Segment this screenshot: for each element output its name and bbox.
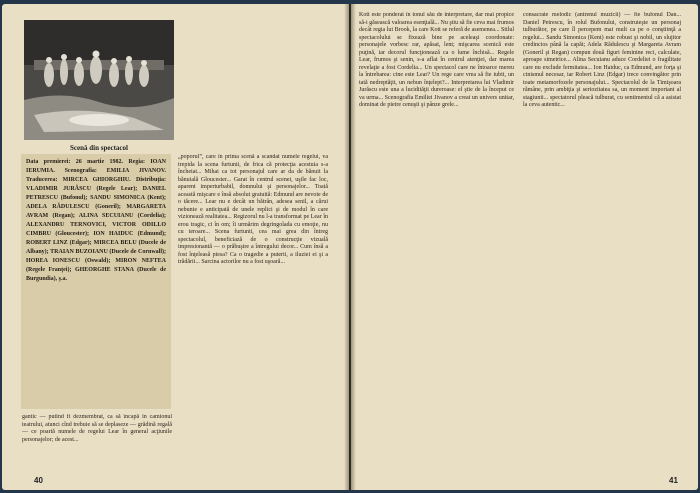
book-gutter: [344, 4, 356, 490]
page-number-right: 41: [669, 476, 678, 485]
right-page-left-text: Kott este ponderat în tonul său de interpretare, dar mai propice să-i găsească valoarea esenţială... Nu ştiu să fie ceva mai frumos decât regia lui Brook, la care Kott se referă de asemenea... Stilul spectacolului se fixează bine pe aceleaşi coordonate: personajele vorbesc rar, apăsat, lent; mişcarea scenică este puţină, iar decorul funcţionează ca o lume închisă... Regele Lear, frumos şi senin, s-a aflat în centrul atenţiei, dar marea revelaţie a fost Cordelia... Un spectacol care ne întoarce mereu la întrebarea: cine este Lear? Un rege care vrea să fie iubit, un tată nedreptăţit, un nebun înţelept?... Interpretarea lui Vladimir Jurăscu este una a lucidităţii dureroase: el ştie de la început ce va urma... Scenografia Emiliei Jivanov a creat un univers unitar, dominat de pietre cenuşii şi pânze grele...: [359, 12, 514, 108]
right-page-right-column: [523, 12, 681, 472]
stage-photo: [24, 20, 174, 140]
production-credits: Data premierei: 26 martie 1982. Regia: IOAN IERUMIA. Scenografia: EMILIA JIVANOV. Traducerea: MIRCEA GHIORGHIU. Distribuţia: VLADIMIR JURĂSCU (Regele Lear); DANIEL PETRESCU (Bufonul); SANDU SIMONICA (Kent); ADELA RĂDULESCU (Goneril); MARGARETA AVRAM (Regan); ALINA SECUIANU (Cordelia); ALEXANDRU TERNOVICI, VICTOR ODILLO CIMBRU (Gloucester); ION HAIDUC (Edmund); ROBERT LINZ (Edgar); MIRCEA BELU (Ducele de Albany); TRAIAN BUZOIANU (Ducele de Cornwall); HOREA IONESCU (Oswald); MIRON NEFTEA (Regele Franţei); GHEORGHE STANA (Ducele de Burgundia), ş.a.: [21, 154, 171, 409]
right-page: [351, 4, 698, 490]
left-column-lower: [22, 414, 172, 466]
photo-caption: Scenă din spectacol: [70, 144, 128, 152]
page-number-left: 40: [34, 476, 43, 485]
left-page-main-text: „poporul”, care în prima scenă a scandat numele regelui, va trepida la scena furtunii, de frica că protecţia acestuia s-a încheiat... Mihai ca tot personajul care ar da de bănuit la bănuială Gloucester... Garat în centrul scenei, uşile fac loc, aparent imperturbabil, domnului şi personajelor... Toată această mişcare e însă absolut gratuită: Edmund are nevoie de o tăcere... Lear nu e decât un bătrân, adesea senil, a cărui nebunie e anticipată de unele replici şi de modul în care vizionează realitatea... Regizorul nu l-a transformat pe Lear în erou tragic, ci în om; îi urmărim degringolada cu emoţie, nu cu teroare... Scena furtunii, cea mai grea din întreg spectacolul, beneficiază de o construcţie vizuală impresionantă — o prăbuşire a întregului decor... Cum însă a fost înţeleasă piesa? Ca o tragedie a puterii, a iluziei ei şi a trădării... Sarcina actorilor nu a fost uşoară...: [178, 154, 328, 265]
stage-photo-illustration: [24, 20, 174, 140]
right-page-left-column: [359, 12, 514, 472]
right-page-right-text: consacrate melodic (antrenul muzicii) — fie bufonul Dan... Daniel Petrescu, în rolul Bufonului, construieşte un personaj tulburător, pe care îl percepem mai mult ca pe o conştiinţă a regelui... Sandu Simonica (Kent) este robust şi nobil, un slujitor credincios până la capăt; Adela Rădulescu şi Margareta Avram (Goneril şi Regan) compun două figuri feminine reci, calculate, aproape simetrice... Alina Secuianu aduce Cordeliei o fragilitate care nu exclude fermitatea... Ion Haiduc, ca Edmund, are forţa şi cinismul necesar, iar Robert Linz (Edgar) trece convingător prin toate metamorfozele personajului... Spectacolul de la Timişoara rămâne, prin ambiţia şi seriozitatea sa, un moment important al stagiunii... spectatorul pleacă tulburat, cu sentimentul că a asistat la ceva autentic...: [523, 12, 681, 108]
left-column-lower-text: gantic — putînd fi dezmembrat, ca să încapă în camionul teatrului, atunci cînd trebuie să se deplaseze — grădină regală — ce poartă numele de regelui Lear în general acţiunile personajelor; de acest...: [22, 414, 172, 443]
left-page: [2, 4, 349, 490]
left-page-main-column: [178, 154, 328, 469]
